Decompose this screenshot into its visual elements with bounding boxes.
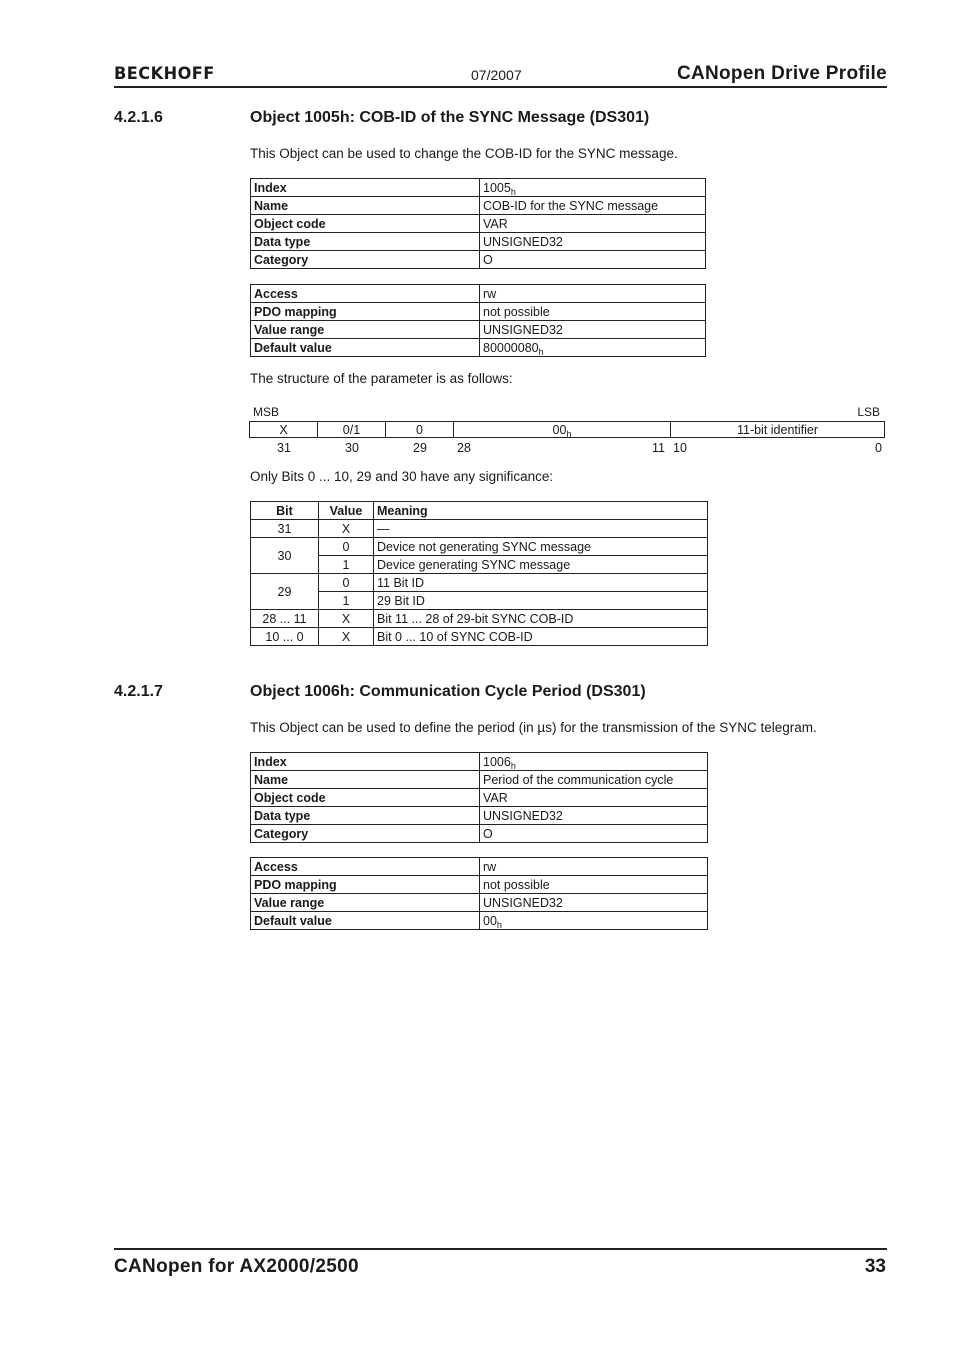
page-number: 33 xyxy=(864,1256,886,1277)
table-row xyxy=(251,592,708,610)
property-value xyxy=(480,876,708,894)
property-value xyxy=(480,303,706,321)
property-value-text: 00 xyxy=(483,914,497,928)
property-key: Index xyxy=(251,753,480,771)
property-value-text: VAR xyxy=(483,791,508,805)
table-row xyxy=(251,197,706,215)
section-title: Object 1006h: Communication Cycle Period (DS301) xyxy=(250,683,646,700)
bit-number: 29 xyxy=(413,441,427,455)
table-row xyxy=(251,789,708,807)
property-value xyxy=(480,251,706,269)
object-properties-table xyxy=(250,752,708,843)
table-row xyxy=(251,858,708,876)
value-cell: 1 xyxy=(319,556,374,574)
table-row xyxy=(251,251,706,269)
bit-cell: 29 xyxy=(251,574,319,610)
property-value-text: rw xyxy=(483,860,497,874)
meaning-cell: Device generating SYNC message xyxy=(374,556,708,574)
table-row xyxy=(251,894,708,912)
bit-cell-29: 0 xyxy=(386,422,454,437)
table-row xyxy=(251,303,706,321)
property-value-text: UNSIGNED32 xyxy=(483,323,563,337)
table-row xyxy=(251,339,706,357)
property-value xyxy=(480,179,706,197)
property-key: Category xyxy=(251,251,480,269)
property-value-text: UNSIGNED32 xyxy=(483,235,563,249)
hex-suffix: h xyxy=(496,920,502,930)
structure-text: The structure of the parameter is as follows: xyxy=(250,371,513,386)
bit-cell-31: X xyxy=(250,422,318,437)
property-value xyxy=(480,825,708,843)
column-header-value: Value xyxy=(319,502,374,520)
section-number: 4.2.1.7 xyxy=(114,683,163,700)
table-row xyxy=(251,807,708,825)
value-cell: 1 xyxy=(319,592,374,610)
property-key: PDO mapping xyxy=(251,303,480,321)
property-value xyxy=(480,215,706,233)
property-key: PDO mapping xyxy=(251,876,480,894)
header-rule xyxy=(114,86,887,88)
table-row xyxy=(251,753,708,771)
meaning-cell: 29 Bit ID xyxy=(374,592,708,610)
property-key: Name xyxy=(251,771,480,789)
hex-suffix: h xyxy=(510,761,516,771)
bit-number: 11 xyxy=(652,441,665,455)
property-key: Access xyxy=(251,285,480,303)
bit-number: 10 xyxy=(673,441,687,455)
bit-cell: 30 xyxy=(251,538,319,574)
property-value-text: UNSIGNED32 xyxy=(483,896,563,910)
property-key: Access xyxy=(251,858,480,876)
bit-meaning-table xyxy=(250,501,708,646)
property-key: Data type xyxy=(251,807,480,825)
property-value-text: UNSIGNED32 xyxy=(483,809,563,823)
table-row xyxy=(251,179,706,197)
bit-cell-30: 0/1 xyxy=(318,422,386,437)
bit-structure-row xyxy=(249,421,885,438)
table-row xyxy=(251,876,708,894)
table-row xyxy=(251,520,708,538)
property-value-text: Period of the communication cycle xyxy=(483,773,674,787)
bit-cell: 28 ... 11 xyxy=(251,610,319,628)
property-value xyxy=(480,321,706,339)
table-row xyxy=(251,912,708,930)
table-row xyxy=(251,233,706,251)
document-title: CANopen Drive Profile xyxy=(676,63,887,84)
lsb-label: LSB xyxy=(857,405,880,419)
property-key: Object code xyxy=(251,789,480,807)
property-value xyxy=(480,285,706,303)
property-key: Value range xyxy=(251,321,480,339)
meaning-cell: — xyxy=(374,520,708,538)
property-value xyxy=(480,807,708,825)
footer-rule xyxy=(114,1248,887,1250)
property-key: Category xyxy=(251,825,480,843)
footer-title: CANopen for AX2000/2500 xyxy=(114,1256,359,1277)
column-header-bit: Bit xyxy=(251,502,319,520)
property-value-text: 1006 xyxy=(483,755,511,769)
property-key: Object code xyxy=(251,215,480,233)
table-row xyxy=(251,321,706,339)
column-header-meaning: Meaning xyxy=(374,502,708,520)
object-access-table xyxy=(250,284,706,357)
section-number: 4.2.1.6 xyxy=(114,109,163,126)
value-cell: X xyxy=(319,628,374,646)
significance-text: Only Bits 0 ... 10, 29 and 30 have any significance: xyxy=(250,469,554,484)
bit-cell: 10 ... 0 xyxy=(251,628,319,646)
property-value xyxy=(480,789,708,807)
bit-cell-28-11: $00_h$ xyxy=(454,422,671,437)
property-value-text: COB-ID for the SYNC message xyxy=(483,199,659,213)
property-value xyxy=(480,858,708,876)
hex-suffix: h xyxy=(510,187,516,197)
property-key: Data type xyxy=(251,233,480,251)
value-cell: X xyxy=(319,610,374,628)
table-row xyxy=(251,628,708,646)
property-value-text: O xyxy=(483,253,493,267)
object-access-table xyxy=(250,857,708,930)
property-value-text: 80000080 xyxy=(483,341,539,355)
bit-cell: 31 xyxy=(251,520,319,538)
value-cell: X xyxy=(319,520,374,538)
table-row xyxy=(251,771,708,789)
object-properties-table xyxy=(250,178,706,269)
property-value xyxy=(480,894,708,912)
property-value xyxy=(480,753,708,771)
bit-number: 30 xyxy=(345,441,359,455)
property-value xyxy=(480,233,706,251)
property-value-text: O xyxy=(483,827,493,841)
value-cell: 0 xyxy=(319,574,374,592)
bit-number: 31 xyxy=(277,441,291,455)
section-title: Object 1005h: COB-ID of the SYNC Message (DS301) xyxy=(250,109,650,126)
document-date: 07/2007 xyxy=(471,67,522,83)
property-value-text: rw xyxy=(483,287,497,301)
meaning-cell: Device not generating SYNC message xyxy=(374,538,708,556)
table-row xyxy=(251,825,708,843)
table-row xyxy=(251,538,708,556)
property-value xyxy=(480,339,706,357)
msb-label: MSB xyxy=(253,405,280,419)
property-key: Name xyxy=(251,197,480,215)
value-cell: 0 xyxy=(319,538,374,556)
table-row xyxy=(251,610,708,628)
section-intro: This Object can be used to define the period (in µs) for the transmission of the SYNC telegram. xyxy=(250,720,817,735)
table-row xyxy=(251,285,706,303)
property-value-text: 1005 xyxy=(483,181,511,195)
table-row xyxy=(251,574,708,592)
property-key: Index xyxy=(251,179,480,197)
meaning-cell: Bit 11 ... 28 of 29-bit SYNC COB-ID xyxy=(374,610,708,628)
property-value xyxy=(480,197,706,215)
section-intro: This Object can be used to change the COB-ID for the SYNC message. xyxy=(250,146,678,161)
property-value-text: VAR xyxy=(483,217,508,231)
table-row xyxy=(251,556,708,574)
meaning-cell: 11 Bit ID xyxy=(374,574,708,592)
table-row xyxy=(251,215,706,233)
property-key: Default value xyxy=(251,339,480,357)
bit-number: 28 xyxy=(457,441,471,455)
brand-logo: BECKHOFF xyxy=(114,64,215,84)
property-value xyxy=(480,912,708,930)
bit-cell-identifier: 11-bit identifier xyxy=(736,423,819,437)
hex-suffix: h xyxy=(538,347,544,357)
meaning-cell: Bit 0 ... 10 of SYNC COB-ID xyxy=(374,628,708,646)
property-value-text: not possible xyxy=(483,305,550,319)
property-value xyxy=(480,771,708,789)
property-value-text: not possible xyxy=(483,878,550,892)
property-key: Default value xyxy=(251,912,480,930)
bit-number: 0 xyxy=(875,441,882,455)
property-key: Value range xyxy=(251,894,480,912)
